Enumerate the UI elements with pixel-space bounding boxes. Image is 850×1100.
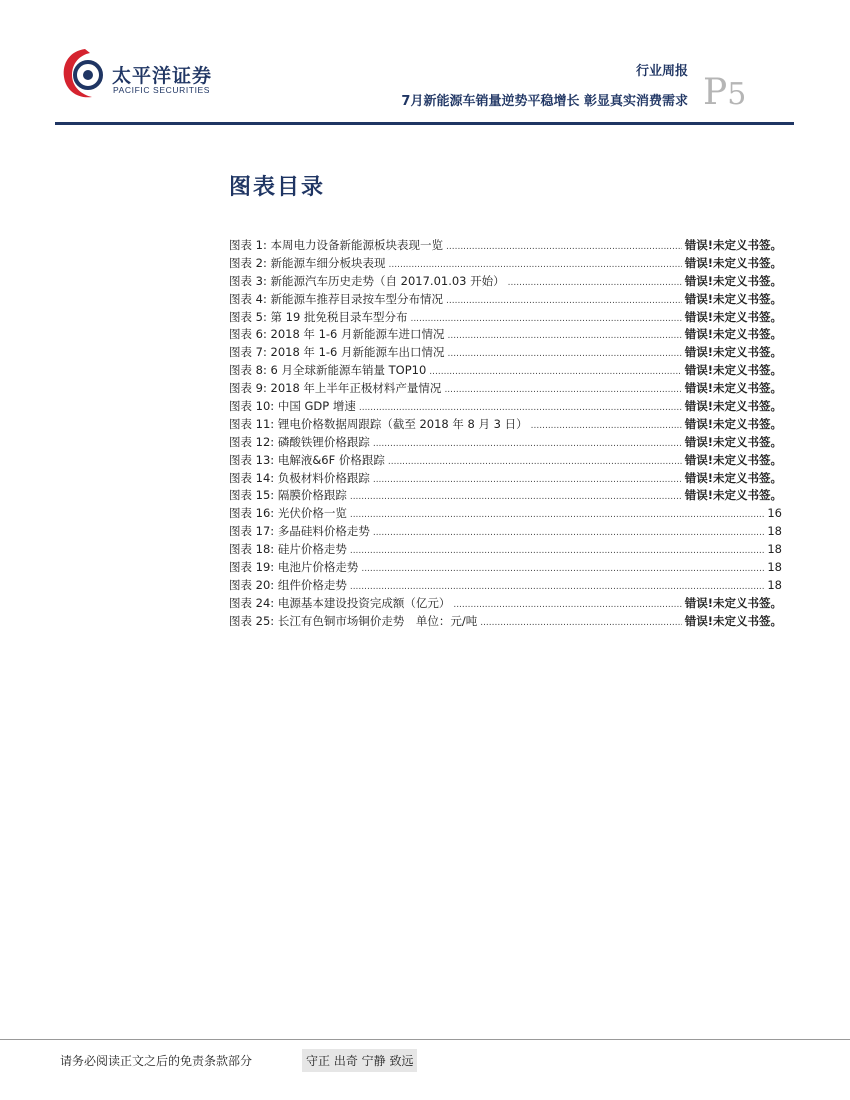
toc-entry[interactable]	[229, 255, 782, 273]
company-logo	[60, 45, 230, 101]
page-digit: 5	[727, 77, 747, 112]
toc-entry-label: 图表 1: 本周电力设备新能源板块表现一览	[229, 238, 444, 252]
toc-entry-label: 图表 14: 负极材料价格跟踪	[229, 470, 370, 485]
toc-entry[interactable]	[229, 362, 782, 380]
toc-entry[interactable]	[229, 291, 782, 309]
page-letter: P	[703, 72, 728, 113]
toc-dot-leader	[446, 242, 682, 252]
toc-dot-leader	[373, 439, 682, 449]
toc-entry-page: 18	[767, 560, 782, 575]
page-number	[703, 72, 746, 113]
toc-entry-label: 图表 3: 新能源汽车历史走势（自 2017.01.03 开始）	[229, 273, 505, 288]
toc-entry-page: 错误!未定义书签。	[684, 434, 782, 449]
toc-entry-label: 图表 7: 2018 年 1-6 月新能源车出口情况	[229, 345, 445, 360]
toc-dot-leader	[446, 296, 682, 306]
toc-dot-leader	[373, 528, 765, 538]
toc-entry[interactable]	[229, 452, 782, 470]
toc-dot-leader	[453, 600, 681, 610]
footer-disclaimer: 请务必阅读正文之后的免责条款部分	[60, 1054, 253, 1068]
toc-entry[interactable]	[229, 309, 782, 327]
report-type: 行业周报	[635, 64, 688, 79]
toc-entry[interactable]	[229, 380, 782, 398]
toc-entry[interactable]	[229, 237, 782, 255]
toc-entry[interactable]	[229, 487, 782, 505]
toc-entry[interactable]	[229, 344, 782, 362]
toc-dot-leader	[531, 421, 682, 431]
report-title: 7月新能源车销量逆势平稳增长 彰显真实消费需求	[401, 94, 688, 109]
pacific-logo-icon	[60, 45, 110, 101]
toc-entry-page: 错误!未定义书签。	[684, 255, 782, 270]
toc-entry-page: 错误!未定义书签。	[684, 399, 782, 414]
toc-entry[interactable]	[229, 505, 782, 523]
toc-entry[interactable]	[229, 273, 782, 291]
toc-dot-leader	[429, 367, 681, 377]
footer-motto: 守正 出奇 宁静 致远	[302, 1049, 417, 1072]
toc-dot-leader	[480, 618, 682, 628]
toc-entry-page: 错误!未定义书签。	[684, 309, 782, 324]
toc-dot-leader	[350, 492, 682, 502]
toc-entry-label: 图表 17: 多晶硅料价格走势	[229, 524, 370, 539]
toc-entry-label: 图表 12: 磷酸铁锂价格跟踪	[229, 434, 370, 449]
toc-entry[interactable]	[229, 613, 782, 631]
toc-entry[interactable]	[229, 577, 782, 595]
toc-entry-page: 错误!未定义书签。	[684, 381, 782, 396]
toc-entry-page: 错误!未定义书签。	[684, 470, 782, 485]
toc-entry-page: 错误!未定义书签。	[684, 488, 782, 503]
toc-entry[interactable]	[229, 434, 782, 452]
toc-entry-label: 图表 10: 中国 GDP 增速	[229, 399, 356, 414]
toc-heading: 图表目录	[229, 175, 326, 200]
toc-entry[interactable]	[229, 416, 782, 434]
toc-dot-leader	[350, 510, 765, 520]
toc-list	[229, 237, 782, 631]
toc-entry[interactable]	[229, 523, 782, 541]
toc-entry-label: 图表 8: 6 月全球新能源车销量 TOP10	[229, 363, 427, 378]
toc-entry-page: 18	[767, 577, 782, 592]
toc-entry-page: 错误!未定义书签。	[684, 613, 782, 628]
toc-dot-leader	[448, 349, 682, 359]
toc-entry-page: 错误!未定义书签。	[684, 452, 782, 467]
toc-entry-page: 错误!未定义书签。	[684, 327, 782, 342]
toc-entry-label: 图表 2: 新能源车细分板块表现	[229, 255, 386, 270]
toc-entry[interactable]	[229, 595, 782, 613]
header-divider	[55, 122, 794, 125]
toc-entry[interactable]	[229, 559, 782, 577]
toc-entry-label: 图表 11: 锂电价格数据周跟踪（截至 2018 年 8 月 3 日）	[229, 416, 528, 431]
toc-dot-leader	[350, 582, 765, 592]
toc-entry[interactable]	[229, 326, 782, 344]
toc-entry-page: 错误!未定义书签。	[684, 273, 782, 288]
toc-entry[interactable]	[229, 541, 782, 559]
toc-dot-leader	[373, 475, 682, 485]
toc-entry-label: 图表 18: 硅片价格走势	[229, 542, 347, 557]
toc-entry-label: 图表 25: 长江有色铜市场铜价走势 单位：元/吨	[229, 613, 478, 628]
toc-entry-label: 图表 4: 新能源车推荐目录按车型分布情况	[229, 291, 444, 306]
toc-dot-leader	[389, 260, 682, 270]
toc-entry-label: 图表 13: 电解液&6F 价格跟踪	[229, 452, 385, 467]
toc-entry-label: 图表 20: 组件价格走势	[229, 577, 347, 592]
toc-entry[interactable]	[229, 398, 782, 416]
toc-dot-leader	[350, 546, 765, 556]
toc-entry-label: 图表 19: 电池片价格走势	[229, 560, 359, 575]
toc-entry-label: 图表 6: 2018 年 1-6 月新能源车进口情况	[229, 327, 445, 342]
toc-dot-leader	[388, 457, 682, 467]
toc-entry-page: 错误!未定义书签。	[684, 238, 782, 252]
toc-entry-label: 图表 15: 隔膜价格跟踪	[229, 488, 347, 503]
toc-entry-page: 16	[767, 506, 782, 521]
toc-dot-leader	[359, 403, 682, 413]
footer-divider	[0, 1039, 850, 1040]
toc-entry-page: 18	[767, 542, 782, 557]
toc-entry-page: 错误!未定义书签。	[684, 363, 782, 378]
toc-entry-label: 图表 24: 电源基本建设投资完成额（亿元）	[229, 595, 451, 610]
toc-entry-page: 错误!未定义书签。	[684, 345, 782, 360]
toc-entry-page: 18	[767, 524, 782, 539]
toc-entry-label: 图表 16: 光伏价格一览	[229, 506, 347, 521]
toc-entry-page: 错误!未定义书签。	[684, 595, 782, 610]
toc-entry-label: 图表 9: 2018 年上半年正极材料产量情况	[229, 381, 442, 396]
toc-entry-label: 图表 5: 第 19 批免税目录车型分布	[229, 309, 408, 324]
toc-entry-page: 错误!未定义书签。	[684, 416, 782, 431]
toc-dot-leader	[361, 564, 764, 574]
toc-dot-leader	[508, 278, 682, 288]
toc-entry-page: 错误!未定义书签。	[684, 291, 782, 306]
logo-chinese-name: 太平洋证券	[112, 65, 213, 87]
logo-english-name: PACIFIC SECURITIES	[113, 85, 211, 95]
toc-dot-leader	[410, 314, 681, 324]
toc-dot-leader	[444, 385, 681, 395]
toc-entry[interactable]	[229, 470, 782, 488]
toc-dot-leader	[448, 331, 682, 341]
